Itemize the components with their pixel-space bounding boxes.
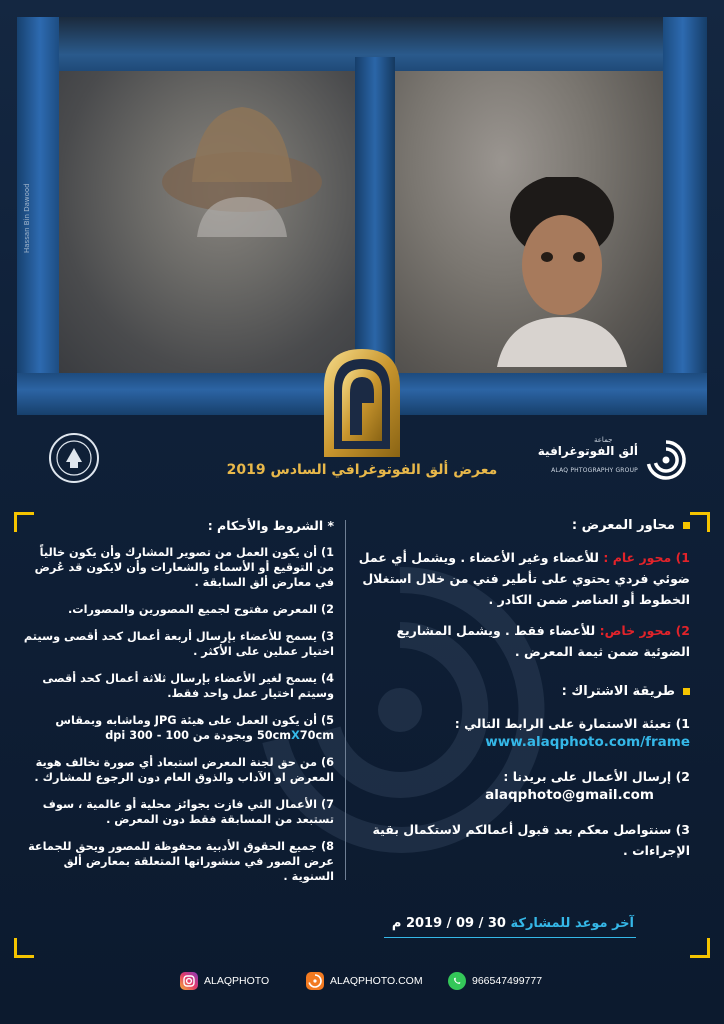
whatsapp-contact[interactable] <box>448 972 542 990</box>
email-link[interactable]: alaqphoto@gmail.com <box>485 787 654 803</box>
child-figure-image <box>487 177 637 367</box>
term-item-format <box>22 713 334 743</box>
organization-crest-icon <box>48 432 100 484</box>
axes-heading <box>356 518 690 533</box>
registration-link[interactable]: www.alaqphoto.com/frame <box>485 734 690 750</box>
term-item: 2) المعرض مفتوح لجميع المصورين والمصورات. <box>68 603 334 616</box>
brand-name: ألق الفوتوغرافية <box>537 444 638 458</box>
brand-english-name: ALAQ PHTOGRAPHY GROUP <box>551 467 638 474</box>
photo-credit: Hassan Bin Dawood <box>23 183 31 253</box>
alaq-gold-logo-icon <box>320 345 404 457</box>
alaq-brand <box>534 438 694 482</box>
website-address: ALAQPHOTO.COM <box>330 975 423 987</box>
window-frame-right <box>663 17 707 415</box>
axis-item-special <box>356 620 690 662</box>
term-item: 6) من حق لجنة المعرض استبعاد أي صورة تخالف هوية المعرض او الآداب والذوق العام دون الرجوع للمشارك . <box>34 756 334 784</box>
axis-text-special: للأعضاء فقط . ويشمل المشاريع الضوئية ضمن ثيمة المعرض . <box>396 623 690 659</box>
contact-footer <box>0 960 724 1004</box>
participation-step-3: 3) سنتواصل معكم بعد قبول أعمالكم لاستكمال بقية الإجراءات . <box>372 822 690 858</box>
deadline-underline <box>384 937 636 938</box>
exhibition-title: معرض ألق الفوتوغرافي السادس 2019 <box>226 462 498 478</box>
website-contact[interactable] <box>306 972 423 990</box>
term-item: 3) يسمح للأعضاء بإرسال أربعة أعمال كحد أقصى وسيتم اختيار عملين على الأكثر . <box>23 630 334 658</box>
term-item: 1) أن يكون العمل من تصوير المشارك وأن يكون خالياً من التوقيع أو الأسماء والشعارات وأن لايكون قد عُرض في معارض ألق السابقة . <box>34 546 334 589</box>
axis-label-special: 2) محور خاص: <box>599 623 690 638</box>
instagram-contact[interactable] <box>180 972 269 990</box>
corner-mark-bottom-right <box>690 938 710 958</box>
terms-column <box>22 518 334 896</box>
corner-mark-top-right <box>690 512 710 532</box>
deadline-label: آخر موعد للمشاركة <box>510 916 634 931</box>
exhibition-info-column <box>356 518 690 861</box>
yellow-bullet-icon <box>683 522 690 529</box>
term-item: 8) جميع الحقوق الأدبية محفوظة للمصور ويحق للجماعة عرض الصور في منشوراتها المتعلقة بمعارض ألق السنوية . <box>28 840 334 883</box>
hat-figure-image <box>157 87 327 237</box>
term-5-part-b: 70cm وبجودة من 100 - 300 dpi <box>105 729 334 742</box>
deadline-date: 30 / 09 / 2019 م <box>391 916 506 931</box>
term-5-x: X <box>291 729 300 742</box>
axes-heading-text: محاور المعرض : <box>571 518 675 533</box>
whatsapp-number: 966547499777 <box>472 975 543 987</box>
column-divider <box>345 520 346 880</box>
yellow-bullet-icon <box>683 688 690 695</box>
participation-step-2: 2) إرسال الأعمال على بريدنا : <box>503 769 690 784</box>
term-5-part-a: 5) أن يكون العمل على هيئة JPG وماشابه وبمقاس 50cm <box>55 714 334 742</box>
term-item: 7) الأعمال التي فازت بجوائز محلية أو عالمية ، سوف تستبعد من المسابقة فقط دون المعرض . <box>42 798 334 826</box>
deadline <box>384 916 634 931</box>
axis-label-general: 1) محور عام : <box>603 550 690 565</box>
whatsapp-icon <box>448 972 466 990</box>
participation-step-1: 1) تعبئة الاستمارة على الرابط التالي : <box>454 716 690 731</box>
instagram-icon <box>180 972 198 990</box>
axis-text-general: للأعضاء وغير الأعضاء . ويشمل أي عمل ضوئي فردي يحتوي على تأطير فني من خلال استغلال الخطوط أو العناصر ضمن الكادر . <box>358 550 690 607</box>
participation-heading <box>356 684 690 699</box>
terms-heading: * الشروط والأحكام : <box>207 518 334 533</box>
axis-item-general <box>356 547 690 610</box>
alaq-spiral-logo-icon <box>644 438 688 482</box>
website-logo-icon <box>306 972 324 990</box>
participation-heading-text: طريقة الاشتراك : <box>561 684 675 699</box>
corner-mark-bottom-left <box>14 938 34 958</box>
brand-small-label: جماعة <box>594 436 613 444</box>
term-item: 4) يسمح لغير الأعضاء بإرسال ثلاثة أعمال كحد أقصى وسيتم اختيار عمل واحد فقط. <box>42 672 334 700</box>
instagram-handle: ALAQPHOTO <box>204 975 270 987</box>
